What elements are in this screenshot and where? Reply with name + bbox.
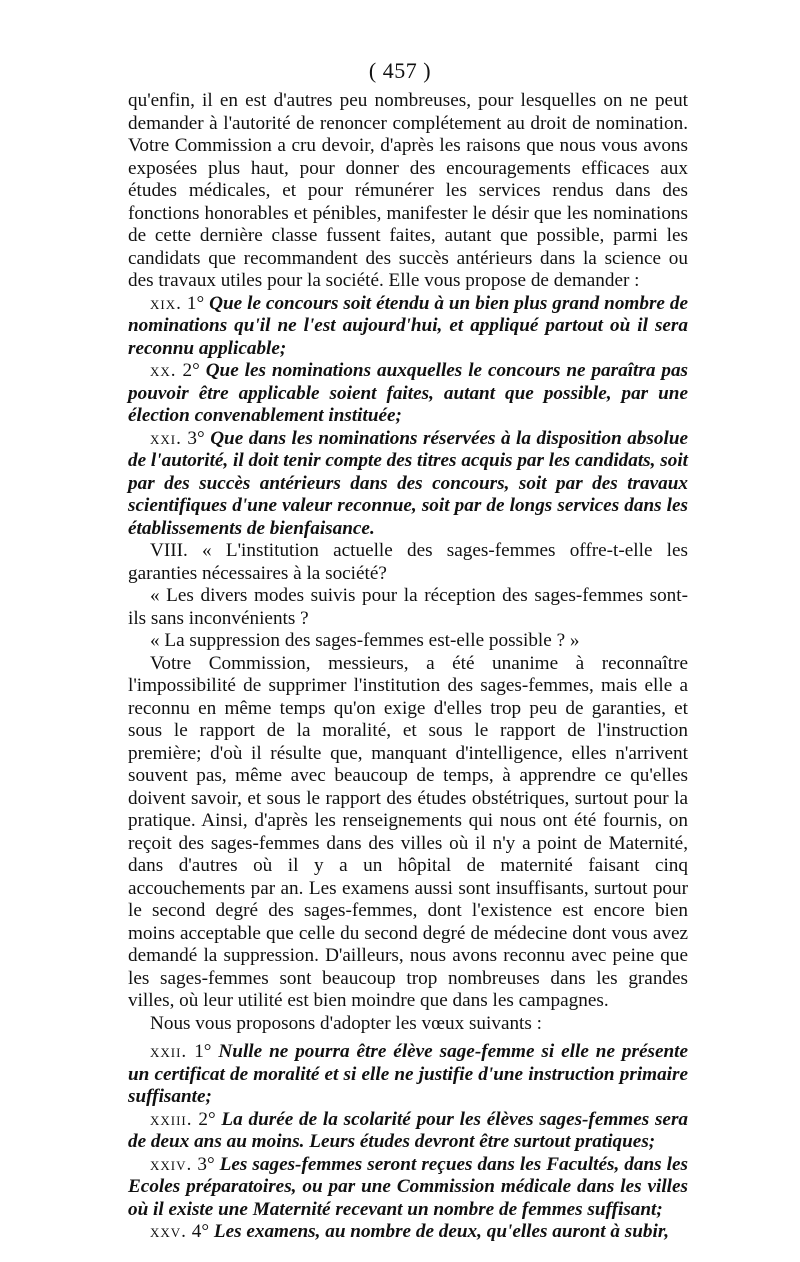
wish-ordinal: 1° — [186, 292, 205, 314]
wish-ordinal: 4° — [191, 1221, 210, 1242]
wish-number: xxi. — [150, 427, 182, 449]
wish-ordinal: 2° — [198, 1108, 216, 1130]
wish-xx — [128, 360, 688, 428]
paragraph-commission-answer: Votre Commission, messieurs, a été unanime à reconnaître l'impossibilité de supprimer l'institution des sages-femmes, mais elle a reconnu en même temps qu'on exige d'elles trop peu de garanties, et sous le rapport de la moralité, et sous le rapport de l'instruction première; d'où il résulte que, manquant d'intelligence, elles n'arrivent souvent pas, même avec beaucoup de temps, à apprendre ce qu'elles doivent savoir, et sous le rapport des études obstétriques, surtout pour la pratique. Ainsi, d'après les renseignements qui nous ont été fournis, on reçoit des sages-femmes dans des villes où il n'y a point de Maternité, dans d'autres où il y a un hôpital de maternité faisant cinq accouchements par an. Les examens aussi sont insuffisants, surtout pour le second degré des sages-femmes, dont l'existence est encore bien moins acceptable que celle du second degré de médecine dont vous avez demandé la suppression. D'ailleurs, nous avons reconnu avec peine que les sages-femmes sont beaucoup trop nombreuses dans les grandes villes, où leur utilité est bien moindre que dans les campagnes. — [128, 652, 688, 1011]
paragraph-proposal: Nous vous proposons d'adopter les vœux suivants : — [150, 1012, 542, 1034]
wish-number: xix. — [150, 292, 182, 314]
wish-number: xx. — [150, 360, 177, 381]
wish-ordinal: 3° — [197, 1153, 215, 1175]
wish-text: Les sages-femmes seront reçues dans les Facultés, dans les Ecoles préparatoires, ou par une Commission médicale dans les villes où il existe une Maternité recevant un nombre de femmes suffisant; — [128, 1153, 688, 1220]
page-body — [128, 90, 688, 1244]
wish-xxii — [128, 1041, 688, 1109]
wish-text: Que les nominations auxquelles le concours ne paraîtra pas pouvoir être applicable soient faites, autant que possible, par une élection convenablement instituée; — [128, 360, 689, 426]
wish-number: xxii. — [150, 1041, 188, 1062]
wish-text: Que le concours soit étendu à un bien plus grand nombre de nominations qu'il ne l'est aujourd'hui, et appliqué partout où il sera reconnu applicable; — [128, 292, 689, 359]
wish-number: xxiii. — [150, 1108, 193, 1130]
question-viii: VIII. « L'institution actuelle des sages-femmes offre-t-elle les garanties nécessaires à la société? — [128, 540, 688, 584]
wish-ordinal: 2° — [182, 360, 200, 381]
wish-ordinal: 1° — [194, 1041, 212, 1062]
wish-text: Nulle ne pourra être élève sage-femme si elle ne présente un certificat de moralité et si elle ne justifie d'une instruction primaire suffisante; — [128, 1041, 689, 1107]
wish-xxiii — [128, 1109, 688, 1154]
wish-text: La durée de la scolarité pour les élèves sages-femmes sera de deux ans au moins. Leurs études devront être surtout pratiques; — [128, 1108, 688, 1152]
wish-xix — [128, 293, 688, 361]
wish-number: xxv. — [150, 1221, 187, 1242]
page-number: ( 457 ) — [368, 58, 432, 83]
wish-number: xxiv. — [150, 1153, 193, 1175]
wish-xxi — [128, 428, 688, 541]
wish-text: Les examens, au nombre de deux, qu'elles auront à subir, — [213, 1221, 670, 1242]
paragraph-commission-intro: qu'enfin, il en est d'autres peu nombreuses, pour lesquelles on ne peut demander à l'autorité de renoncer complétement au droit de nomination. Votre Commission a cru devoir, d'après les raisons que nous vous avons exposées plus haut, pour donner des encouragements efficaces aux études médicales, et pour rémunérer les services rendus dans des fonctions honorables et pénibles, manifester le désir que les nominations de cette dernière classe fussent faites, autant que possible, parmi les candidats que recommandent des succès antérieurs dans la science ou des travaux utiles pour la société. Elle vous propose de demander : — [128, 90, 688, 291]
question-reception-modes: « Les divers modes suivis pour la réception des sages-femmes sont-ils sans inconvénients ? — [128, 585, 688, 629]
wish-xxiv — [128, 1154, 688, 1222]
wish-ordinal: 3° — [187, 427, 205, 449]
question-suppression: « La suppression des sages-femmes est-elle possible ? » — [150, 630, 580, 651]
wish-text: Que dans les nominations réservées à la disposition absolue de l'autorité, il doit tenir compte des titres acquis par les candidats, soit par des succès antérieurs dans des concours, soit par des travaux scientifiques d'une valeur reconnue, soit par de longs services dans les établissements de bienfaisance. — [128, 427, 689, 539]
wish-xxv — [128, 1221, 688, 1244]
